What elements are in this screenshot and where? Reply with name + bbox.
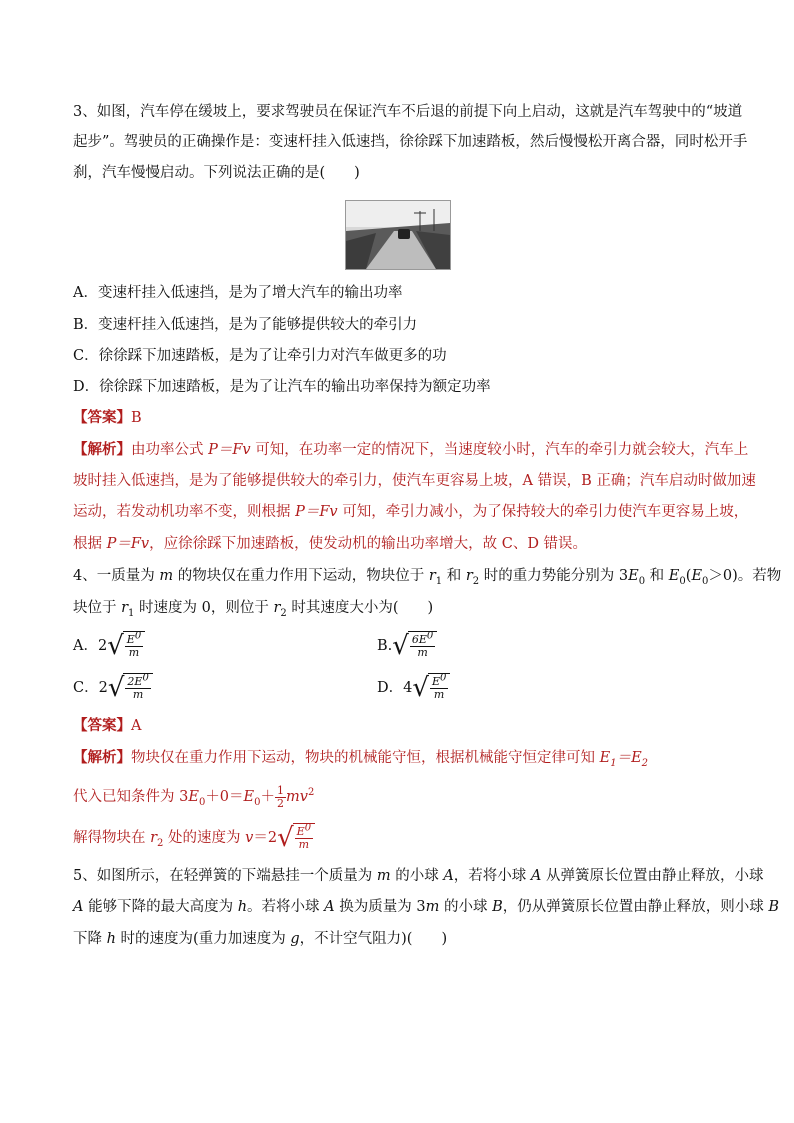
sqrt: √ $\frac{6E0}{m}$ xyxy=(392,631,437,661)
q3-analysis-line3 xyxy=(73,502,748,522)
text: 可知，在功率一定的情况下，当速度较小时，汽车的牵引力就会较大，汽车上 xyxy=(250,442,749,458)
var-b: B xyxy=(768,899,779,915)
var-m: m xyxy=(376,868,391,884)
text: 从弹簧原长位置由静止释放，小球 xyxy=(541,868,764,884)
q4-option-d xyxy=(377,670,450,706)
text: 的小球 xyxy=(390,868,444,884)
text: 和 xyxy=(645,568,669,584)
formula: mv xyxy=(286,789,308,805)
text: 4、一质量为 xyxy=(73,568,160,584)
q4-analysis-line1 xyxy=(73,748,648,768)
var-m: m xyxy=(159,568,174,584)
text: 运动，若发动机功率不变，则根据 xyxy=(73,504,296,520)
var-a: A xyxy=(73,899,84,915)
text: 换为质量为 3 xyxy=(334,899,426,915)
text: 可知，牵引力减小，为了保持较大的牵引力使汽车更容易上坡， xyxy=(337,504,749,520)
q3-stem-line3: 刹，汽车慢慢启动。下列说法正确的是( ) xyxy=(73,165,360,181)
q4-analysis-line3 xyxy=(73,820,315,856)
text: 。若将小球 xyxy=(247,899,325,915)
denominator: m xyxy=(128,646,140,659)
var-b: B xyxy=(492,899,503,915)
var-h: h xyxy=(106,931,116,947)
sub: 2 xyxy=(157,837,164,849)
sqrt: √ $\frac{2E0}{m}$ xyxy=(108,673,153,703)
text: ，若将小球 xyxy=(453,868,531,884)
var-a: A xyxy=(443,868,454,884)
q4-stem-line1 xyxy=(73,566,781,586)
option-label: B. xyxy=(377,638,393,654)
sub: 0 xyxy=(702,575,709,587)
text: 时其速度大小为( ) xyxy=(286,600,434,616)
var-e: E xyxy=(188,789,199,805)
denominator: m xyxy=(132,688,144,701)
var-m: m xyxy=(425,899,440,915)
q4-option-a xyxy=(73,628,145,664)
sqrt: √ $\frac{E0}{m}$ xyxy=(107,631,145,661)
q4-option-b xyxy=(377,628,437,664)
var-r: r xyxy=(465,568,473,584)
var-e: E xyxy=(691,568,703,584)
var-r: r xyxy=(121,600,129,616)
sub: 0 xyxy=(638,575,646,587)
text: 解得物块在 xyxy=(73,830,151,846)
text: ＋ xyxy=(260,789,276,805)
var-a: A xyxy=(530,868,542,884)
denominator: m xyxy=(417,646,428,659)
text: 下降 xyxy=(73,931,107,947)
text: 的小球 xyxy=(439,899,493,915)
sub: 0 xyxy=(679,575,686,587)
var-v: v xyxy=(245,830,254,846)
text: 由功率公式 xyxy=(131,442,209,458)
var-r: r xyxy=(428,568,436,584)
text: 块位于 xyxy=(73,600,122,616)
var-r: r xyxy=(150,830,158,846)
sub: 1 xyxy=(435,575,443,587)
var-r: r xyxy=(273,600,281,616)
q3-analysis-line1 xyxy=(73,440,748,460)
q3-answer xyxy=(73,408,142,428)
var-h: h xyxy=(237,899,248,915)
sub: 0 xyxy=(254,796,261,808)
text: ，应徐徐踩下加速踏板，使发动机的输出功率增大，故 C、D 错误。 xyxy=(149,536,588,552)
q5-stem-line1 xyxy=(73,866,764,886)
hill-start-car-photo xyxy=(345,200,451,270)
var-e: E xyxy=(668,568,680,584)
denominator: 2 xyxy=(277,796,285,810)
q3-stem-line1: 3、如图，汽车停在缓坡上，要求驾驶员在保证汽车不后退的前提下向上启动，这就是汽车驾驶中的“坡道 xyxy=(73,104,743,120)
superscript: 2 xyxy=(307,787,315,799)
numerator: E0 xyxy=(296,822,312,838)
text: ，仍从弹簧原长位置由静止释放，则小球 xyxy=(502,899,769,915)
text: 能够下降的最大高度为 xyxy=(83,899,238,915)
sub: 0 xyxy=(198,796,206,808)
q5-stem-line2 xyxy=(73,897,779,917)
q4-analysis-line2 xyxy=(73,782,314,812)
text: 和 xyxy=(442,568,466,584)
q3-analysis-line2: 坡时挂入低速挡，是为了能够提供较大的牵引力，使汽车更容易上坡，A 错误，B 正确；汽车启动时做加速 xyxy=(73,473,756,489)
q3-analysis-line4 xyxy=(73,534,587,554)
text: 物块仅在重力作用下运动，物块的机械能守恒，根据机械能守恒定律可知 xyxy=(131,750,600,766)
answer-tag: 【答案】 xyxy=(73,717,131,734)
q3-option-b: B．变速杆挂入低速挡，是为了能够提供较大的牵引力 xyxy=(73,317,418,333)
q4-stem-line2 xyxy=(73,598,433,618)
denominator: m xyxy=(298,838,310,851)
var-g: g xyxy=(290,931,300,947)
text: ( xyxy=(685,568,692,584)
numerator: E0 xyxy=(431,672,447,688)
option-label: A．2 xyxy=(73,638,108,654)
q3-stem-line2: 起步”。驾驶员的正确操作是：变速杆挂入低速挡，徐徐踩下加速踏板，然后慢慢松开离合器，同时松开手 xyxy=(73,134,748,150)
text: 时速度为 0，则位于 xyxy=(134,600,274,616)
var-e: E xyxy=(628,568,639,584)
sub: 2 xyxy=(280,607,287,619)
q3-option-d: D．徐徐踩下加速踏板，是为了让汽车的输出功率保持为额定功率 xyxy=(73,379,491,395)
text: 的物块仅在重力作用下运动，物块位于 xyxy=(173,568,429,584)
var-a: A xyxy=(324,899,335,915)
answer-value: A xyxy=(131,718,142,734)
text: 根据 xyxy=(73,536,107,552)
formula: P＝Fv xyxy=(106,536,150,552)
text: 时的重力势能分别为 3 xyxy=(479,568,629,584)
answer-tag: 【答案】 xyxy=(73,409,131,426)
q5-stem-line3 xyxy=(73,929,447,949)
text: ，不计空气阻力)( ) xyxy=(299,931,448,947)
sub: 2 xyxy=(472,575,480,587)
text: ＝2 xyxy=(253,830,278,846)
text: ＋0＝ xyxy=(205,789,244,805)
text: 代入已知条件为 3 xyxy=(73,789,189,805)
var-e: E xyxy=(243,789,255,805)
sqrt: √ $\frac{E0}{m}$ xyxy=(412,673,450,703)
numerator: 6E0 xyxy=(411,630,434,646)
option-label: C．2 xyxy=(73,680,108,696)
q3-option-c: C．徐徐踩下加速踏板，是为了让牵引力对汽车做更多的功 xyxy=(73,348,447,364)
text: 5、如图所示，在轻弹簧的下端悬挂一个质量为 xyxy=(73,868,377,884)
text: 处的速度为 xyxy=(163,830,246,846)
formula: P＝Fv xyxy=(295,504,338,520)
answer-value: B xyxy=(131,410,142,426)
formula: P＝Fv xyxy=(208,442,251,458)
q3-option-a: A．变速杆挂入低速挡，是为了增大汽车的输出功率 xyxy=(73,285,403,301)
sqrt: √ $\frac{E0}{m}$ xyxy=(277,823,315,853)
numerator: E0 xyxy=(126,630,142,646)
numerator: 2E0 xyxy=(127,672,149,688)
analysis-tag: 【解析】 xyxy=(73,441,131,458)
text: ＞0)。若物 xyxy=(708,568,782,584)
sub: 1 xyxy=(128,607,135,619)
analysis-tag: 【解析】 xyxy=(73,749,131,766)
option-label: D．4 xyxy=(377,680,413,696)
fraction-half xyxy=(275,785,286,810)
q4-option-c xyxy=(73,670,153,706)
denominator: m xyxy=(433,688,445,701)
numerator: 1 xyxy=(277,783,285,797)
formula: $E_1=E_2$ xyxy=(599,750,649,769)
text: 时的速度为(重力加速度为 xyxy=(115,931,291,947)
q4-answer xyxy=(73,716,141,736)
